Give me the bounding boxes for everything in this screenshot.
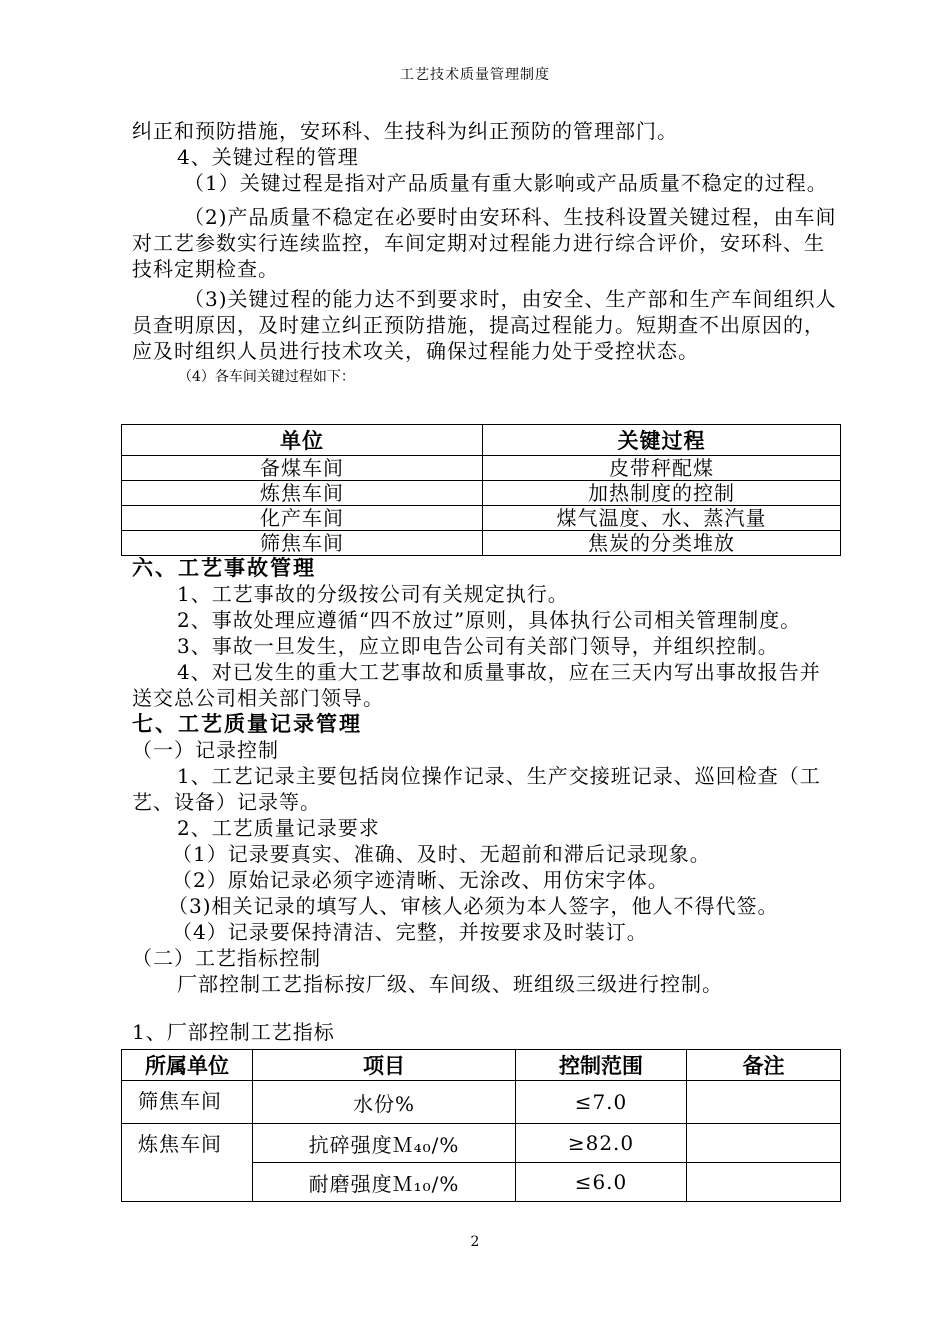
table-cell: 焦炭的分类堆放 xyxy=(483,531,841,556)
table-cell: ≥82.0 xyxy=(516,1124,687,1163)
paragraph: （3)关键过程的能力达不到要求时，由安全、生产部和生产车间组织人员查明原因，及时建立纠正预防措施，提高过程能力。短期查不出原因的，应及时组织人员进行技术攻关，确保过程能力处于受控状态。 xyxy=(132,287,837,363)
paragraph: 2、工艺质量记录要求 xyxy=(177,816,380,840)
table-caption: （4）各车间关键过程如下： xyxy=(178,369,355,385)
table-row xyxy=(122,456,841,481)
body-text-top xyxy=(132,118,838,388)
table-cell: 炼焦车间 xyxy=(122,481,483,506)
table-cell: 筛焦车间 xyxy=(122,531,483,556)
table-caption: 1、厂部控制工艺指标 xyxy=(132,1020,335,1044)
paragraph: 2、事故处理应遵循“四不放过”原则，具体执行公司相关管理制度。 xyxy=(177,608,802,632)
paragraph: 1、工艺事故的分级按公司有关规定执行。 xyxy=(177,582,569,606)
paragraph: 厂部控制工艺指标按厂级、车间级、班组级三级进行控制。 xyxy=(177,972,723,996)
table-cell: 筛焦车间 xyxy=(122,1081,253,1124)
table-header: 备注 xyxy=(687,1050,841,1081)
paragraph: （2）原始记录必须字迹清晰、无涂改、用仿宋字体。 xyxy=(172,868,669,892)
paragraph: （1）记录要真实、准确、及时、无超前和滞后记录现象。 xyxy=(172,842,711,866)
body-text-bottom xyxy=(132,555,838,1045)
table-row xyxy=(122,1124,841,1163)
table-cell xyxy=(687,1081,841,1124)
table-header: 关键过程 xyxy=(483,425,841,456)
table-cell xyxy=(687,1163,841,1202)
table-cell: ≤7.0 xyxy=(516,1081,687,1124)
paragraph: （2)产品质量不稳定在必要时由安环科、生技科设置关键过程，由车间对工艺参数实行连续监控，车间定期对过程能力进行综合评价，安环科、生技科定期检查。 xyxy=(132,205,837,281)
table-cell: 化产车间 xyxy=(122,506,483,531)
table-cell: 耐磨强度Ｍ₁₀/% xyxy=(253,1163,516,1202)
table-cell: 抗碎强度Ｍ₄₀/% xyxy=(253,1124,516,1163)
sub-heading: （一）记录控制 xyxy=(132,738,279,762)
table-row xyxy=(122,481,841,506)
table-header: 单位 xyxy=(122,425,483,456)
table-cell: ≤6.0 xyxy=(516,1163,687,1202)
table-row xyxy=(122,1081,841,1124)
paragraph: 纠正和预防措施，安环科、生技科为纠正预防的管理部门。 xyxy=(132,119,678,143)
table-cell: 煤气温度、水、蒸汽量 xyxy=(483,506,841,531)
table-row xyxy=(122,531,841,556)
table-cell: 炼焦车间 xyxy=(122,1124,253,1202)
table-row xyxy=(122,506,841,531)
paragraph: 4、关键过程的管理 xyxy=(177,145,359,169)
paragraph: 1、工艺记录主要包括岗位操作记录、生产交接班记录、巡回检查（工艺、设备）记录等。 xyxy=(132,764,821,814)
table-cell: 加热制度的控制 xyxy=(483,481,841,506)
section-heading: 七、工艺质量记录管理 xyxy=(132,711,362,736)
table-cell: 水份% xyxy=(253,1081,516,1124)
section-heading: 六、工艺事故管理 xyxy=(132,555,316,580)
paragraph: 3、事故一旦发生，应立即电告公司有关部门领导，并组织控制。 xyxy=(177,634,779,658)
table-header: 项目 xyxy=(253,1050,516,1081)
process-index-table xyxy=(121,1049,841,1202)
table-header: 控制范围 xyxy=(516,1050,687,1081)
paragraph: （4）记录要保持清洁、完整，并按要求及时装订。 xyxy=(172,920,648,944)
table-cell xyxy=(687,1124,841,1163)
paragraph: 4、对已发生的重大工艺事故和质量事故，应在三天内写出事故报告并送交总公司相关部门领导。 xyxy=(132,660,821,710)
table-header: 所属单位 xyxy=(122,1050,253,1081)
sub-heading: （二）工艺指标控制 xyxy=(132,946,321,970)
page-header: 工艺技术质量管理制度 xyxy=(400,67,550,83)
table-cell: 备煤车间 xyxy=(122,456,483,481)
key-process-table xyxy=(121,424,841,556)
paragraph: （3)相关记录的填写人、审核人必须为本人签字，他人不得代签。 xyxy=(168,894,779,918)
table-cell: 皮带秤配煤 xyxy=(483,456,841,481)
paragraph: （1）关键过程是指对产品质量有重大影响或产品质量不稳定的过程。 xyxy=(184,171,828,195)
page-number: 2 xyxy=(470,1234,480,1250)
